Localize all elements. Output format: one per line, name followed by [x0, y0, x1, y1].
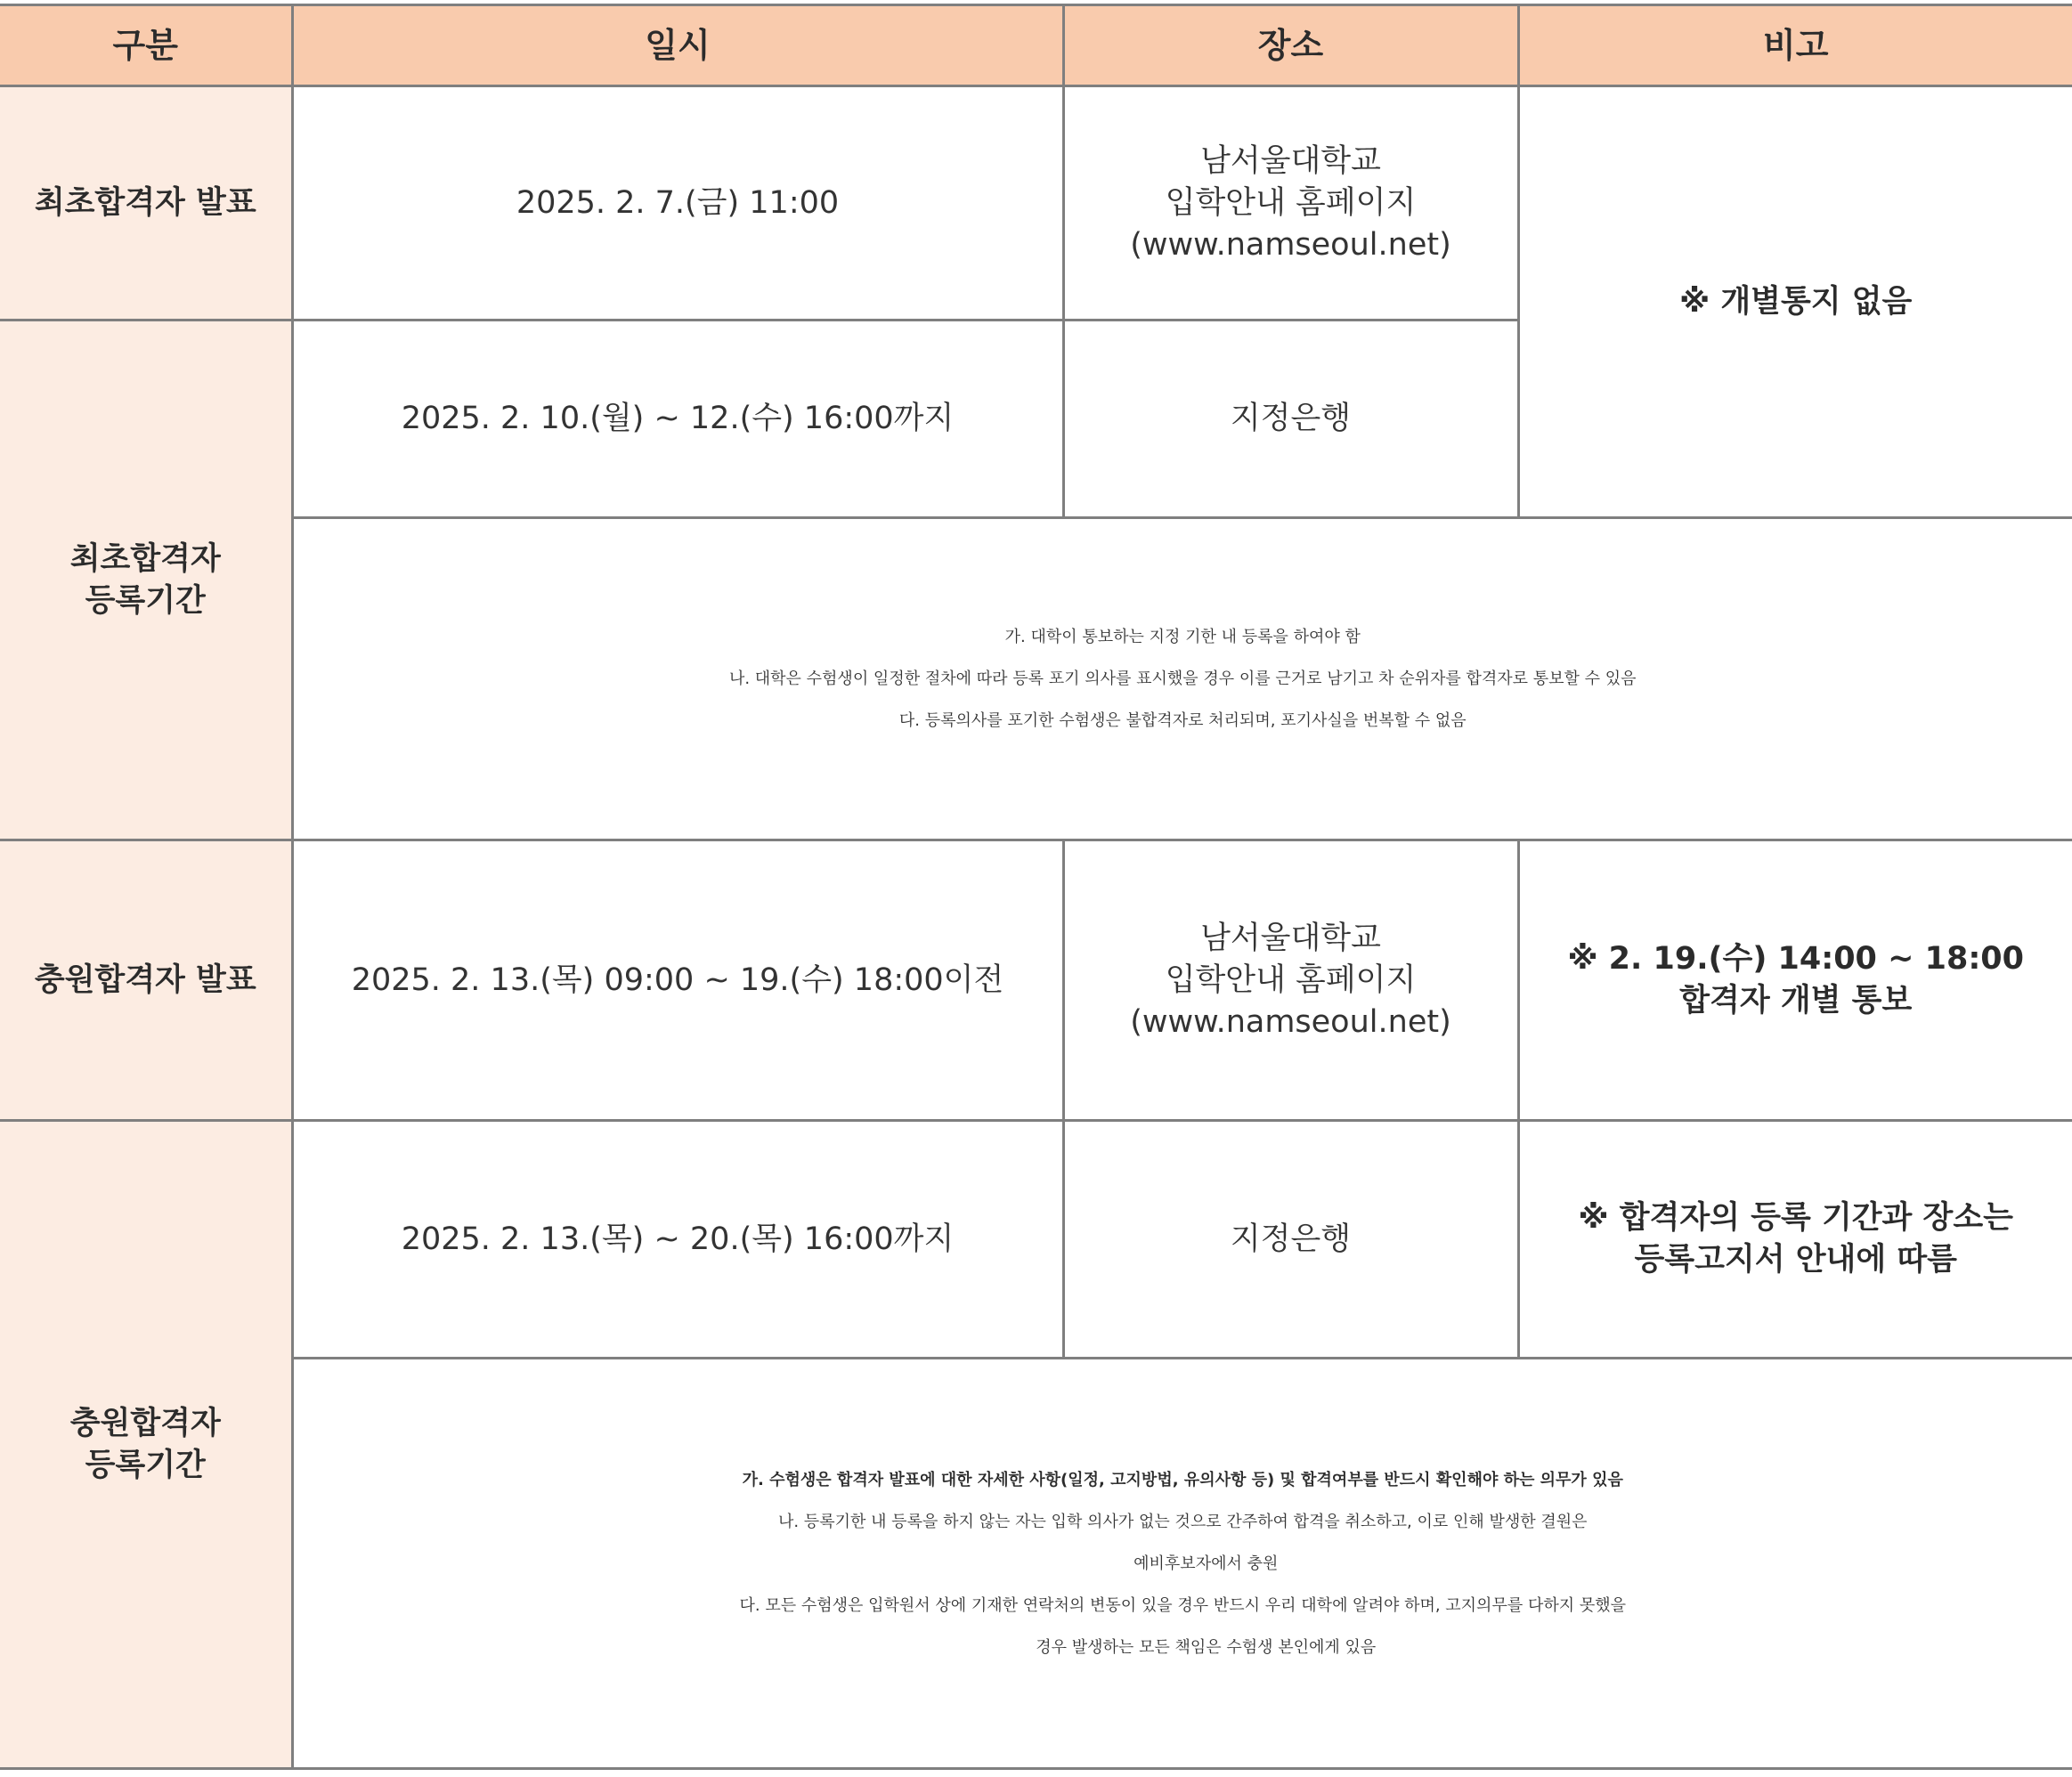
notice-line: 가. 대학이 통보하는 지정 기한 내 등록을 하여야 함 — [1004, 628, 1361, 646]
header-category: 구분 — [0, 5, 292, 86]
extra-register-category — [0, 1121, 292, 1769]
first-register-place: 지정은행 — [1063, 321, 1518, 518]
header-datetime: 일시 — [292, 5, 1063, 86]
extra-register-datetime: 2025. 2. 13.(목) ~ 20.(목) 16:00까지 — [292, 1121, 1063, 1359]
category-line: 충원합격자 — [69, 1405, 221, 1441]
first-register-notices — [292, 518, 2072, 840]
first-announce-datetime: 2025. 2. 7.(금) 11:00 — [292, 86, 1063, 321]
extra-register-note — [1518, 1121, 2072, 1359]
notice-line: 나. 대학은 수험생이 일정한 절차에 따라 등록 포기 의사를 표시했을 경우 이를 근거로 남기고 차 순위자를 합격자로 통보할 수 있음 — [728, 669, 1637, 688]
first-announce-category: 최초합격자 발표 — [0, 86, 292, 321]
category-line: 최초합격자 — [69, 540, 221, 577]
first-register-notice-row — [0, 518, 2072, 840]
extra-register-place: 지정은행 — [1063, 1121, 1518, 1359]
notice-line-emphasis: 가. 수험생은 합격자 발표에 대한 자세한 사항(일정, 고지방법, 유의사항 등) 및 합격여부를 반드시 확인해야 하는 의무가 있음 — [742, 1470, 1623, 1489]
note-line: 합격자 개별 통보 — [1679, 983, 1913, 1018]
place-line: 남서울대학교 — [1200, 920, 1381, 956]
first-announce-place — [1063, 86, 1518, 321]
place-line: 입학안내 홈페이지 — [1165, 184, 1417, 221]
extra-register-row — [0, 1121, 2072, 1359]
header-remarks: 비고 — [1518, 5, 2072, 86]
header-place: 장소 — [1063, 5, 1518, 86]
note-line: ※ 2. 19.(수) 14:00 ~ 18:00 — [1567, 941, 2025, 977]
extra-register-notices — [292, 1359, 2072, 1769]
extra-announce-note — [1518, 840, 2072, 1121]
place-url: (www.namseoul.net) — [1130, 226, 1451, 263]
place-line: 입학안내 홈페이지 — [1165, 962, 1417, 998]
extra-announce-place — [1063, 840, 1518, 1121]
place-line: 남서울대학교 — [1200, 142, 1381, 179]
note-line: 등록고지서 안내에 따름 — [1634, 1242, 1957, 1278]
place-url: (www.namseoul.net) — [1130, 1003, 1451, 1040]
first-announce-row — [0, 86, 2072, 321]
category-line: 등록기간 — [85, 582, 206, 619]
category-line: 등록기간 — [85, 1447, 206, 1483]
first-register-category — [0, 321, 292, 840]
extra-announce-category: 충원합격자 발표 — [0, 840, 292, 1121]
header-row — [0, 5, 2072, 86]
first-register-datetime: 2025. 2. 10.(월) ~ 12.(수) 16:00까지 — [292, 321, 1063, 518]
first-announce-note: ※ 개별통지 없음 — [1518, 86, 2072, 518]
notice-line-continued: 경우 발생하는 모든 책임은 수험생 본인에게 있음 — [1036, 1637, 1377, 1657]
notice-line: 다. 등록의사를 포기한 수험생은 불합격자로 처리되며, 포기사실을 번복할 수 없음 — [898, 711, 1467, 730]
notice-line: 나. 등록기한 내 등록을 하지 않는 자는 입학 의사가 없는 것으로 간주하여 합격을 취소하고, 이로 인해 발생한 결원은 — [777, 1512, 1588, 1531]
extra-announce-row — [0, 840, 2072, 1121]
admission-schedule-table — [0, 4, 2072, 1770]
note-line: ※ 합격자의 등록 기간과 장소는 — [1578, 1200, 2013, 1236]
notice-line: 다. 모든 수험생은 입학원서 상에 기재한 연락처의 변동이 있을 경우 반드시 우리 대학에 알려야 하며, 고지의무를 다하지 못했을 — [739, 1595, 1626, 1615]
extra-register-notice-row — [0, 1359, 2072, 1769]
extra-announce-datetime: 2025. 2. 13.(목) 09:00 ~ 19.(수) 18:00이전 — [292, 840, 1063, 1121]
notice-line-continued: 예비후보자에서 충원 — [1134, 1554, 1279, 1573]
